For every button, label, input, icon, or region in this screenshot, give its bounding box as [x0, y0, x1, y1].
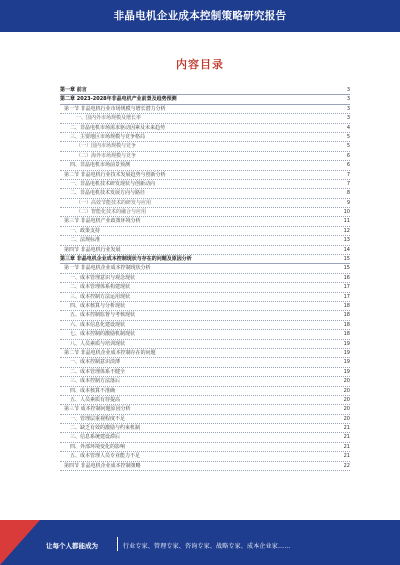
toc-entry[interactable] [60, 387, 350, 396]
toc-entry-page: 14 [343, 246, 350, 253]
toc-entry-page: 21 [343, 434, 350, 441]
toc-entry[interactable] [60, 199, 350, 208]
toc-entry-page: 16 [343, 274, 350, 281]
toc-entry-page: 20 [343, 406, 350, 413]
toc-entry-label: 四、非晶电机市场前景预测 [70, 162, 131, 169]
toc-entry[interactable] [60, 283, 350, 292]
toc-entry-page: 7 [346, 180, 350, 187]
toc-entry-page: 7 [346, 171, 350, 178]
toc-entry-label: 第三节 非晶电机产业政策环境分析 [64, 218, 141, 225]
toc-entry-label: 第三章 非晶电机企业成本控制现状与存在的问题及原因分析 [60, 256, 192, 263]
toc-entry-page: 21 [343, 425, 350, 432]
toc-entry-label: 第四节 非晶电机企业成本控制策略 [64, 462, 141, 469]
toc-entry-label: 六、成本信息化建设现状 [70, 321, 126, 328]
toc-entry-label: 二、成本管理体系不健全 [70, 368, 126, 375]
toc-entry-label: （二）智能化技术的融合与应用 [76, 209, 147, 216]
toc-entry-page: 19 [343, 359, 350, 366]
toc-entry-page: 9 [346, 199, 350, 206]
toc-entry-page: 18 [343, 331, 350, 338]
toc-entry[interactable] [60, 152, 350, 161]
toc-entry-page: 4 [346, 124, 350, 131]
toc-entry[interactable] [60, 142, 350, 151]
toc-entry[interactable] [60, 95, 350, 104]
toc-entry-page: 3 [346, 115, 350, 122]
toc-entry-page: 6 [346, 162, 350, 169]
toc-entry-label: 第三节 成本控制问题原因分析 [64, 406, 131, 413]
toc-entry-label: 第一章 前言 [60, 87, 87, 93]
toc-entry-page: 22 [343, 462, 350, 469]
toc-entry-label: （一）国内市场规模与竞争 [76, 143, 137, 150]
toc-entry-page: 19 [343, 340, 350, 347]
toc-entry-label: 三、成本控制方法运用现状 [70, 293, 131, 300]
toc-entry-label: 四、成本核算与分析现状 [70, 302, 126, 309]
toc-entry-label: （二）海外市场规模与竞争 [76, 152, 137, 159]
toc-entry-page: 19 [343, 368, 350, 375]
toc-entry-label: 五、成本控制监督与考核现状 [70, 312, 136, 319]
toc-entry-label: 三、主要地区市场规模与竞争格局 [70, 133, 146, 140]
toc-entry-page: 17 [343, 284, 350, 291]
toc-entry[interactable] [60, 293, 350, 302]
toc-entry[interactable] [60, 349, 350, 358]
toc-entry-page: 8 [346, 190, 350, 197]
toc-entry[interactable] [60, 302, 350, 311]
toc-entry-label: 五、人员素质有待提高 [70, 396, 121, 403]
toc-entry-label: 四、成本核算不准确 [70, 387, 116, 394]
toc-entry-page: 11 [343, 218, 350, 225]
toc-entry[interactable] [60, 452, 350, 461]
table-of-contents [60, 86, 350, 471]
toc-entry[interactable] [60, 424, 350, 433]
toc-entry-page: 21 [343, 453, 350, 460]
footer-divider [117, 537, 118, 551]
toc-entry-label: 一、成本控制意识淡薄 [70, 359, 121, 366]
toc-entry[interactable] [60, 208, 350, 217]
toc-entry[interactable] [60, 236, 350, 245]
toc-entry-label: 一、非晶电机技术研发现状与创新动向 [70, 180, 156, 187]
toc-entry-page: 3 [346, 87, 350, 93]
toc-entry[interactable] [60, 358, 350, 367]
toc-entry-page: 20 [343, 378, 350, 385]
toc-entry[interactable] [60, 189, 350, 198]
toc-entry-page: 18 [343, 302, 350, 309]
toc-entry[interactable] [60, 246, 350, 255]
toc-heading: 内容目录 [176, 58, 224, 71]
toc-entry-page: 5 [346, 133, 350, 140]
toc-entry-page: 21 [343, 443, 350, 450]
toc-entry-page: 18 [343, 321, 350, 328]
footer-accent-triangle [0, 520, 40, 565]
toc-entry-page: 12 [343, 227, 350, 234]
toc-entry-label: 一、政策支持 [70, 227, 101, 234]
toc-entry-label: （一）高效节能技术的研发与应用 [76, 199, 152, 206]
footer-tagline: 行业专家、管理专家、咨询专家、战略专家、成本企业家…… [123, 543, 291, 550]
toc-entry-page: 6 [346, 152, 350, 159]
toc-entry-label: 三、信息系统建设滞后 [70, 434, 121, 441]
toc-entry-page: 17 [343, 293, 350, 300]
toc-entry-label: 二、非晶电机技术发展方向与路径 [70, 190, 146, 197]
toc-entry-page: 3 [346, 105, 350, 112]
toc-entry[interactable] [60, 105, 350, 114]
toc-entry-page: 3 [346, 96, 350, 103]
toc-entry-page: 10 [343, 209, 350, 216]
toc-entry[interactable] [60, 368, 350, 377]
toc-entry-page: 13 [343, 237, 350, 244]
toc-entry[interactable] [60, 124, 350, 133]
toc-entry[interactable] [60, 180, 350, 189]
toc-entry[interactable] [60, 133, 350, 142]
toc-entry[interactable] [60, 462, 350, 471]
toc-entry-page: 20 [343, 396, 350, 403]
toc-entry-label: 四、外部环境变化的影响 [70, 443, 126, 450]
toc-entry-page: 20 [343, 387, 350, 394]
toc-entry-label: 一、成本管理意识与观念现状 [70, 274, 136, 281]
toc-entry-label: 第一节 非晶电机行业市场规模与增长潜力分析 [64, 105, 166, 112]
toc-entry-label: 二、法规标准 [70, 237, 101, 244]
toc-entry-page: 18 [343, 312, 350, 319]
toc-entry-page: 15 [343, 265, 350, 272]
toc-entry-page: 20 [343, 415, 350, 422]
toc-entry[interactable] [60, 433, 350, 442]
toc-entry-label: 一、国内外市场规模及增长率 [76, 115, 142, 122]
toc-entry-label: 第二节 非晶电机行业技术发展趋势与创新分析 [64, 171, 166, 178]
toc-entry-page: 15 [343, 256, 350, 263]
toc-entry-label: 八、人员素质与培训现状 [70, 340, 126, 347]
toc-entry-label: 二、成本管理体系构建现状 [70, 284, 131, 291]
toc-entry[interactable] [60, 340, 350, 349]
toc-entry-label: 二、非晶电机市场需求驱动因素及未来趋势 [70, 124, 166, 131]
toc-entry[interactable] [60, 227, 350, 236]
toc-entry[interactable] [60, 86, 350, 95]
toc-entry[interactable] [60, 415, 350, 424]
toc-entry[interactable] [60, 161, 350, 170]
toc-entry[interactable] [60, 114, 350, 123]
toc-entry[interactable] [60, 255, 350, 264]
toc-entry-label: 第二节 非晶电机企业成本控制存在的问题 [64, 349, 156, 356]
toc-entry-label: 第二章 2023-2028年非晶电机产业前景及趋势预测 [60, 96, 177, 103]
toc-entry-label: 第四节 非晶电机行业发展 [64, 246, 121, 253]
toc-entry-page: 5 [346, 143, 350, 150]
toc-entry-label: 二、缺乏有效的激励与约束机制 [70, 425, 141, 432]
toc-entry[interactable] [60, 217, 350, 226]
report-title: 非晶电机企业成本控制策略研究报告 [113, 10, 287, 22]
toc-entry[interactable] [60, 171, 350, 180]
toc-entry-label: 五、成本管理人员专业能力不足 [70, 453, 141, 460]
toc-entry[interactable] [60, 321, 350, 330]
toc-entry[interactable] [60, 377, 350, 386]
toc-entry[interactable] [60, 274, 350, 283]
toc-entry[interactable] [60, 396, 350, 405]
toc-entry[interactable] [60, 311, 350, 320]
toc-entry[interactable] [60, 443, 350, 452]
toc-entry[interactable] [60, 330, 350, 339]
toc-entry[interactable] [60, 264, 350, 273]
toc-entry-page: 19 [343, 349, 350, 356]
toc-entry-label: 第一节 非晶电机企业成本控制现状分析 [64, 265, 151, 272]
footer-slogan: 让每个人都能成为 [46, 542, 98, 550]
toc-entry[interactable] [60, 405, 350, 414]
toc-entry-label: 七、成本控制的激励机制现状 [70, 331, 136, 338]
toc-entry-label: 三、成本控制方法落后 [70, 378, 121, 385]
toc-entry-label: 一、管理层重视程度不足 [70, 415, 126, 422]
